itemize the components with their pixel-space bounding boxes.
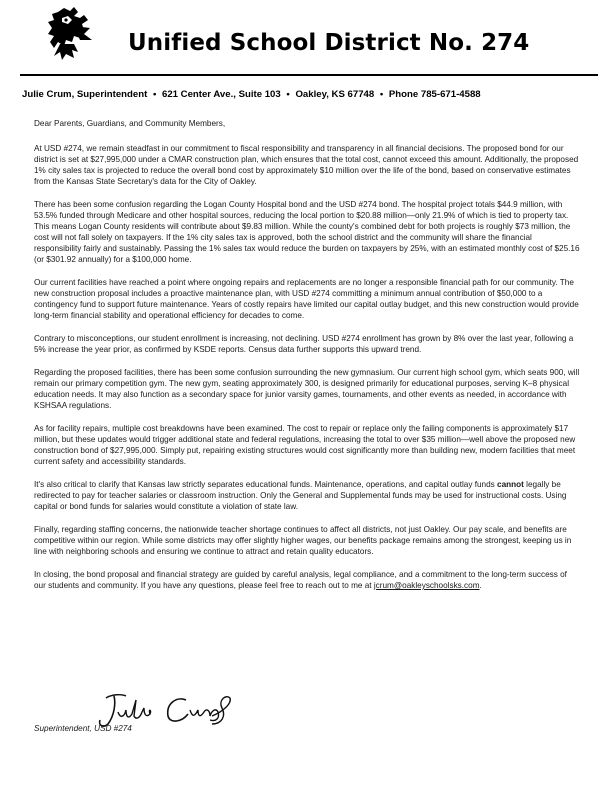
phone-number: Phone 785-671-4588 <box>388 89 481 100</box>
superintendent-name: Julie Crum, Superintendent <box>22 89 148 100</box>
street-address: 621 Center Ave., Suite 103 <box>161 89 281 100</box>
paragraph-staffing: Finally, regarding staffing concerns, the nationwide teacher shortage continues to affect all districts, not just Oakley. Our pay scale, and benefits are competitive within our region. While some districts may offer slightly higher wages, our benefits package remains among the strongest, keeping us in line with neighboring schools and ensuring we continue to attract and retain quality educators. <box>34 525 572 556</box>
paragraph-enrollment: Contrary to misconceptions, our student enrollment is increasing, not declining. USD #274 enrollment has grown by 8% over the last year, following a 5% increase the year prior, as confirmed by KSDE reports. Census data further supports this upward trend. <box>34 334 574 354</box>
closing-text: In closing, the bond proposal and financial strategy are guided by careful analysis, legal compliance, and a commitment to the long-term success of our students and community. If you have any questions, please feel free to reach out to me at <box>34 570 567 590</box>
email-link[interactable]: jcrum@oakleyschoolsks.com <box>373 581 480 590</box>
paragraph-bond-overview: At USD #274, we remain steadfast in our commitment to fiscal responsibility and transparency in all financial decisions. The proposed bond for our district is set at $27,995,000 under a CMAR construction plan, which ensures that the total cost, cannot exceed this amount. Additionally, the proposed 1% city sales tax is projected to reduce the overall bond cost by approximately $10 million over the life of the bond, based on conservative estimates from the Kansas State Secretary's data for the City of Oakley. <box>34 144 579 186</box>
paragraph-facilities: Our current facilities have reached a point where ongoing repairs and replacements are no longer a responsible financial path for our community. The new construction proposal includes a proactive maintenance plan, with USD #274 committing a minimum annual contribution of $50,000 to a contingency fund to support future maintenance. Years of costly repairs have limited our capital outlay budget, and this new construction would provide long-term financial stability and operational efficiency for decades to come. <box>34 278 579 320</box>
closing-period: . <box>479 581 482 590</box>
paragraph-repairs: As for facility repairs, multiple cost breakdowns have been examined. The cost to repair or replace only the failing components is approximately $17 million, but these updates would trigger additional state and federal regulations, increasing the total to over $35 million—well above the proposed new construction bond of $27,995,000. Simply put, repairing existing structures would cost significantly more than building new, modern facilities that meet current safety and accessibility standards. <box>34 424 576 466</box>
greeting: Dear Parents, Guardians, and Community Members, <box>34 119 226 128</box>
funds-text-b: legally be redirected to pay for teacher salaries or classroom instruction. Only the General and Supplemental funds may be used for instructional costs. Using capital or bond funds for salaries would constitute a violation of state law. <box>34 480 567 511</box>
hawk-mascot-logo-icon <box>44 6 96 64</box>
paragraph-hospital-bond: There has been some confusion regarding the Logan County Hospital bond and the USD #274 bond. The hospital project totals $44.9 million, with 53.5% funded through Medicare and other hospital sources, reducing the local portion to $20.88 million—only 21.9% of which is tied to property tax. This means Logan County residents will contribute about $9.83 million. While the county's combined debt for both projects is roughly $73 million, the cost will not fall solely on taxpayers. If the 1% city sales tax is approved, both the school district and the community will share the financial responsibility fairly and sustainably. Passing the 1% sales tax would reduce the burden on taxpayers by 25%, with an estimated monthly cost of $25.16 (or $301.92 annually) for a $100,000 home. <box>34 200 580 264</box>
page-title: Unified School District No. 274 <box>128 30 530 56</box>
paragraph-closing <box>34 569 580 591</box>
city-state-zip: Oakley, KS 67748 <box>295 89 375 100</box>
funds-text-a: It's also critical to clarify that Kansas law strictly separates educational funds. Maintenance, operations, and capital outlay funds <box>34 480 498 489</box>
contact-line <box>22 89 598 100</box>
paragraph-gymnasium: Regarding the proposed facilities, there has been some confusion surrounding the new gymnasium. Our current high school gym, which seats 900, will remain our primary competition gym. The new gym, seating approximately 300, is designed primarily for educational purposes, serving K–8 physical education needs. It may also function as a secondary space for junior varsity games, tournaments, and other events as needed, in accordance with KSHSAA regulations. <box>34 368 580 410</box>
letter-body <box>34 118 580 603</box>
header-divider <box>20 74 598 76</box>
separator-dot: • <box>152 89 157 100</box>
separator-dot: • <box>379 89 384 100</box>
separator-dot: • <box>286 89 290 100</box>
funds-emphasis: cannot <box>497 480 524 489</box>
paragraph-funds <box>34 479 580 512</box>
signature-title: Superintendent, USD #274 <box>34 724 132 733</box>
